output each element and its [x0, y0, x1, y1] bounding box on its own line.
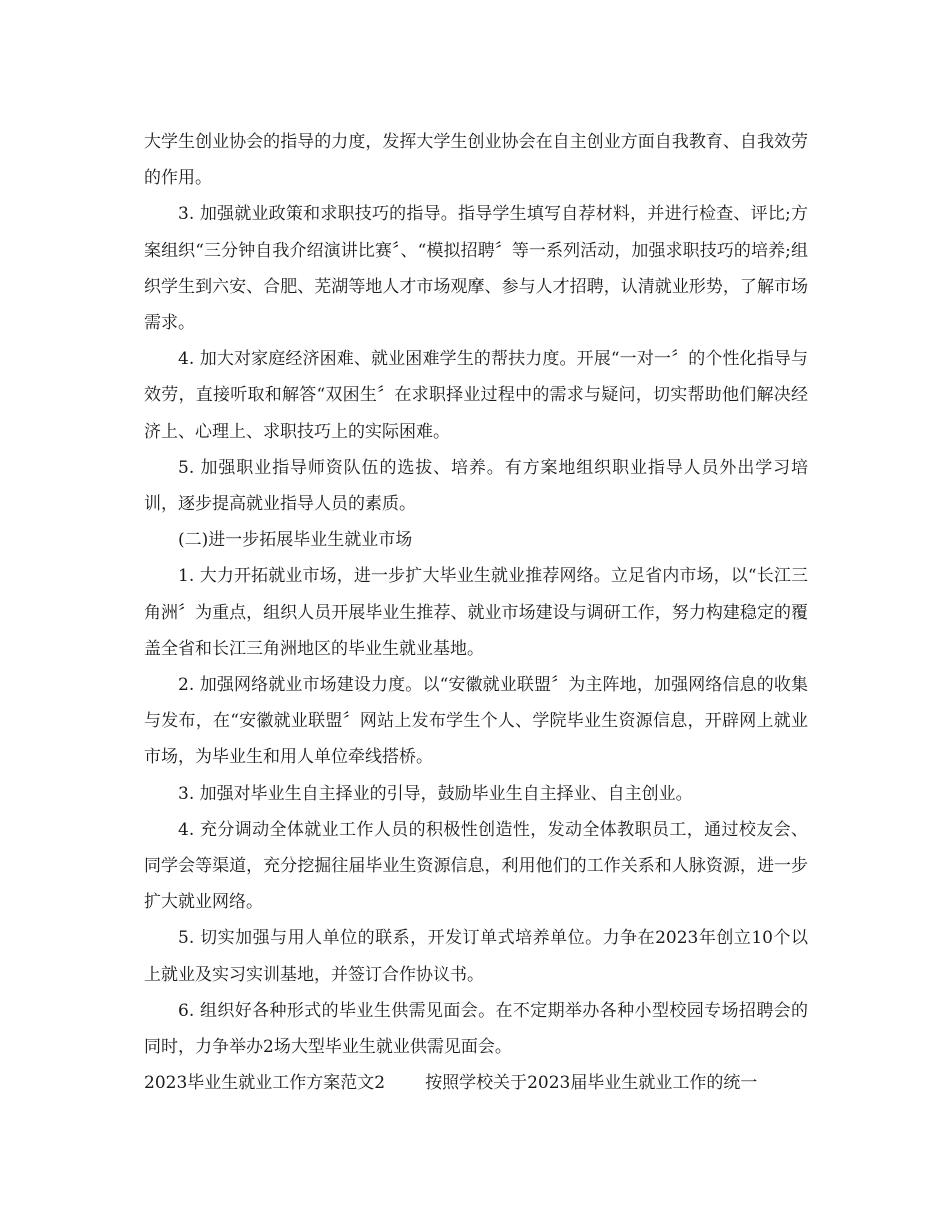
- paragraph-3: 4. 加大对家庭经济困难、就业困难学生的帮扶力度。开展“一对一〞的个性化指导与效劳，直接听取和解答“双困生〞在求职择业过程中的需求与疑问，切实帮助他们解决经济上、心理上、求职技巧上的实际困难。: [144, 349, 808, 442]
- paragraph-8: 4. 充分调动全体就业工作人员的积极性创造性，发动全体教职员工，通过校友会、同学会等渠道，充分挖掘往届毕业生资源信息，利用他们的工作关系和人脉资源，进一步扩大就业网络。: [144, 819, 808, 913]
- next-section-line: [144, 1065, 808, 1101]
- paragraph-5: 1. 大力开拓就业市场，进一步扩大毕业生就业推荐网络。立足省内市场，以“长江三角洲〞为重点，组织人员开展毕业生推荐、就业市场建设与调研工作，努力构建稳定的覆盖全省和长江三角洲地区的毕业生就业基地。: [144, 566, 808, 659]
- paragraph-2: 3. 加强就业政策和求职技巧的指导。指导学生填写自荐材料，并进行检查、评比;方案组织“三分钟自我介绍演讲比赛〞、“模拟招聘〞等一系列活动，加强求职技巧的培养;组织学生到六安、合肥、芜湖等地人才市场观摩、参与人才招聘，认清就业形势，了解市场需求。: [144, 204, 808, 334]
- section-heading: (二)进一步拓展毕业生就业市场: [178, 530, 413, 551]
- paragraph-4: 5. 加强职业指导师资队伍的选拔、培养。有方案地组织职业指导人员外出学习培训，逐步提高就业指导人员的素质。: [144, 457, 808, 515]
- next-section-intro: 按照学校关于2023届毕业生就业工作的统一: [425, 1073, 758, 1094]
- paragraph-6: 2. 加强网络就业市场建设力度。以“安徽就业联盟〞为主阵地，加强网络信息的收集与发布，在“安徽就业联盟〞网站上发布学生个人、学院毕业生资源信息，开辟网上就业市场，为毕业生和用人单位牵线搭桥。: [144, 675, 808, 768]
- paragraph-1: 大学生创业协会的指导的力度，发挥大学生创业协会在自主创业方面自我教育、自我效劳的作用。: [144, 132, 808, 189]
- document-body: [144, 124, 808, 1101]
- paragraph-7: 3. 加强对毕业生自主择业的引导，鼓励毕业生自主择业、自主创业。: [178, 783, 693, 804]
- paragraph-9: 5. 切实加强与用人单位的联系，开发订单式培养单位。力争在2023年创立10个以上就业及实习实训基地，并签订合作协议书。: [144, 928, 808, 985]
- paragraph-10: 6. 组织好各种形式的毕业生供需见面会。在不定期举办各种小型校园专场招聘会的同时，力争举办2场大型毕业生就业供需见面会。: [144, 1000, 808, 1058]
- next-section-title: 2023毕业生就业工作方案范文2: [144, 1073, 386, 1094]
